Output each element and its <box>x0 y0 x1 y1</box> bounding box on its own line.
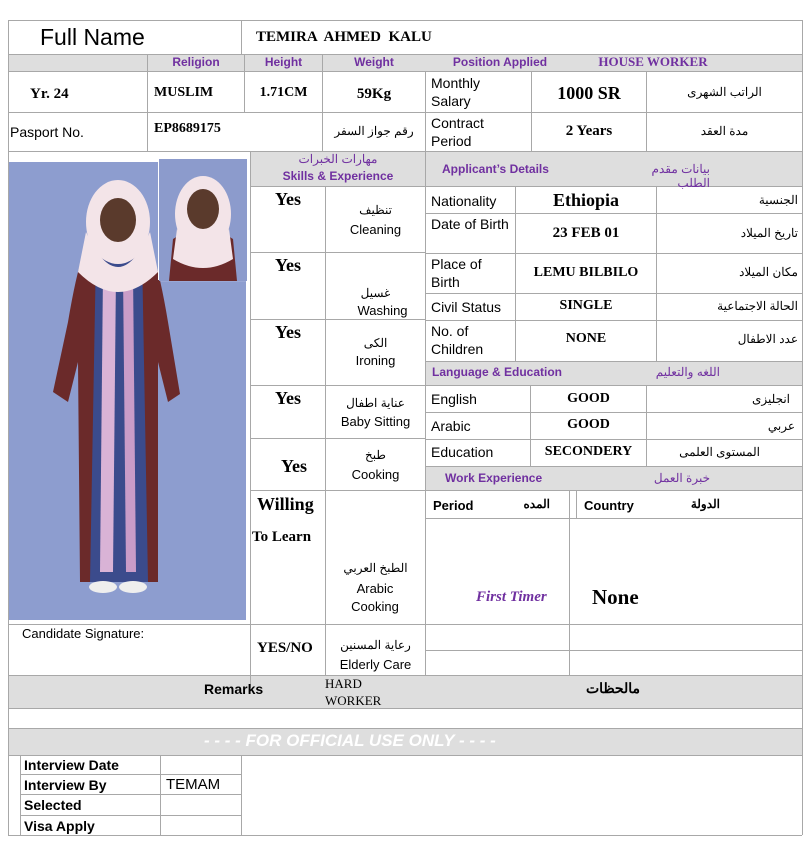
age-value: Yr. 24 <box>30 86 69 102</box>
english-label: English <box>431 391 477 407</box>
religion-header: Religion <box>172 55 220 69</box>
skill-elderly-care-ar: رعاية المسنين <box>340 638 411 652</box>
skill-cleaning-en: Cleaning <box>349 222 402 237</box>
remarks-band <box>8 675 802 708</box>
contract-label: Contract Period <box>431 115 484 149</box>
period-value: First Timer <box>476 589 547 605</box>
skill-babysitting-en: Baby Sitting <box>340 414 411 429</box>
skill-babysitting-status: Yes <box>275 388 301 408</box>
applicant-header-ar: بيانات مقدم الطلب <box>651 162 710 190</box>
work-header-ar: خبرة العمل <box>653 471 710 485</box>
salary-label-ar: الراتب الشهرى <box>687 85 762 99</box>
arabic-label: Arabic <box>431 418 471 434</box>
contract-value: 2 Years <box>565 123 613 139</box>
remarks-label: Remarks <box>204 681 264 697</box>
skill-cooking-ar: طبخ <box>365 448 386 462</box>
skills-header-en: Skills & Experience <box>282 169 394 183</box>
height-header: Height <box>264 55 303 69</box>
passport-label: Pasport No. <box>10 124 84 140</box>
skill-arabic-cooking-ar: الطبخ العربي <box>343 561 408 575</box>
skill-washing-status: Yes <box>275 255 301 275</box>
education-label-ar: المستوى العلمى <box>679 445 760 459</box>
nationality-label-ar: الجنسية <box>758 193 798 207</box>
english-label-ar: انجليزى <box>751 392 790 406</box>
skill-cleaning-ar: تنظيف <box>359 203 392 217</box>
skill-ironing-en: Ironing <box>355 353 396 368</box>
skill-arabic-cooking-status-2: To Learn <box>252 529 312 545</box>
skill-washing-ar: غسيل <box>360 286 391 300</box>
country-label: Country <box>584 498 634 513</box>
applicant-header-en: Applicant’s Details <box>442 162 549 176</box>
language-header-ar: اللغه والتعليم <box>655 365 720 379</box>
skill-arabic-cooking-en: Arabic Cooking <box>351 581 399 614</box>
applicant-portrait-photo <box>158 158 246 280</box>
skill-cooking-status: Yes <box>281 456 307 476</box>
skill-elderly-care-en: Elderly Care <box>339 657 412 672</box>
contract-label-ar: مدة العقد <box>700 124 749 138</box>
period-label: Period <box>433 498 474 513</box>
religion-value: MUSLIM <box>154 85 214 100</box>
interview-by-label: Interview By <box>24 777 107 793</box>
selected-label: Selected <box>24 797 82 813</box>
skill-cooking-en: Cooking <box>351 467 400 482</box>
nationality-value: Ethiopia <box>552 190 620 210</box>
children-value: NONE <box>565 331 607 346</box>
civil-status-label: Civil Status <box>431 299 502 315</box>
position-applied-value: HOUSE WORKER <box>598 54 708 69</box>
dob-value: 23 FEB 01 <box>552 225 620 241</box>
height-value: 1.71CM <box>259 85 308 100</box>
pob-value: LEMU BILBILO <box>533 265 639 280</box>
remarks-label-ar: مالحظات <box>586 680 640 696</box>
dob-label-ar: تاريخ الميلاد <box>740 226 798 240</box>
language-header-en: Language & Education <box>432 365 563 379</box>
country-label-ar: الدولة <box>690 497 720 511</box>
skill-arabic-cooking-status-1: Willing <box>257 494 314 514</box>
skill-babysitting-ar: عناية اطفال <box>346 396 405 410</box>
interview-date-label: Interview Date <box>24 757 119 773</box>
official-use-banner: - - - - FOR OFFICIAL USE ONLY - - - - <box>204 731 496 750</box>
work-header-en: Work Experience <box>445 471 543 485</box>
skills-header-ar: مهارات الخبرات <box>298 152 378 166</box>
nationality-label: Nationality <box>431 193 497 209</box>
visa-apply-label: Visa Apply <box>24 818 95 834</box>
salary-label: Monthly Salary <box>431 75 481 109</box>
pob-label-ar: مكان الميلاد <box>739 265 798 279</box>
candidate-signature-label: Candidate Signature: <box>22 626 145 641</box>
skill-cleaning-status: Yes <box>275 189 301 209</box>
period-label-ar: المده <box>523 497 550 511</box>
remarks-value: HARD WORKER <box>325 676 382 708</box>
interview-by-value: TEMAM <box>166 776 221 793</box>
full-name-value: TEMIRA AHMED KALU <box>256 29 432 45</box>
civil-status-label-ar: الحالة الاجتماعية <box>717 299 798 313</box>
dob-label: Date of Birth <box>431 216 509 232</box>
full-name-label: Full Name <box>40 24 145 50</box>
weight-value: 59Kg <box>356 86 392 102</box>
salary-value: 1000 SR <box>557 83 621 103</box>
skill-washing-en: Washing <box>357 303 408 318</box>
position-applied-header: Position Applied <box>452 55 548 69</box>
children-label-ar: عدد الاطفال <box>737 332 798 346</box>
weight-header: Weight <box>354 55 394 69</box>
skill-ironing-status: Yes <box>275 322 301 342</box>
skill-ironing-ar: الكى <box>363 336 388 350</box>
civil-status-value: SINGLE <box>559 298 613 313</box>
education-label: Education <box>431 444 494 460</box>
passport-label-ar: رقم جواز السفر <box>334 124 414 138</box>
arabic-value: GOOD <box>567 417 610 432</box>
skill-elderly-care-status: YES/NO <box>257 640 313 656</box>
pob-label: Place of Birth <box>431 256 482 290</box>
children-label: No. of Children <box>431 323 484 357</box>
arabic-label-ar: عربي <box>767 419 795 433</box>
english-value: GOOD <box>567 391 610 406</box>
education-value: SECONDERY <box>544 444 633 459</box>
country-value: None <box>592 585 639 609</box>
passport-value: EP8689175 <box>154 121 221 136</box>
